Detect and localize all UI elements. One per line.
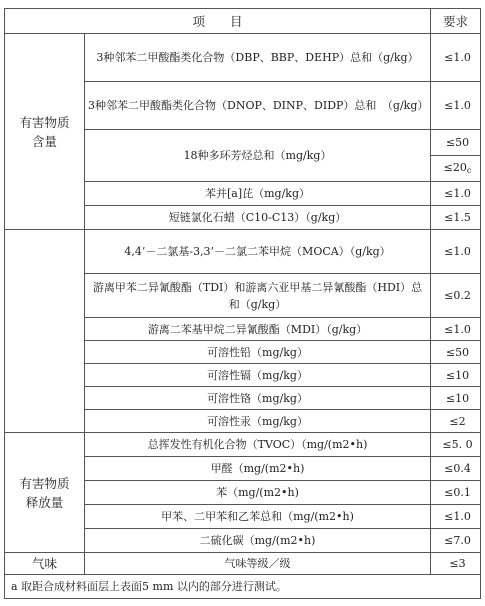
requirement-cell: ≤3 — [431, 553, 481, 575]
requirement-cell: ≤10 — [431, 387, 481, 410]
item-cell: 甲苯、二甲苯和乙苯总和（mg/(m2•h) — [85, 505, 431, 529]
header-row — [5, 9, 481, 34]
item-cell: 可溶性铬（mg/kg） — [85, 387, 431, 410]
requirement-cell: ≤7.0 — [431, 529, 481, 553]
requirement-cell: ≤0.2 — [431, 274, 481, 318]
item-cell: 苯（mg/(m2•h) — [85, 481, 431, 505]
requirement-cell — [431, 156, 481, 182]
group-odor: 气味 — [5, 553, 85, 575]
requirement-cell: ≤1.0 — [431, 182, 481, 206]
requirement-cell: ≤1.0 — [431, 34, 481, 82]
requirement-cell: ≤2 — [431, 410, 481, 433]
item-cell: 总挥发性有机化合物（TVOC）（mg/(m2•h) — [85, 433, 431, 457]
requirement-cell: ≤50 — [431, 130, 481, 156]
item-cell: 短链氯化石蜡（C10-C13）（g/kg） — [85, 206, 431, 230]
requirement-cell: ≤50 — [431, 341, 481, 364]
item-cell: 18种多环芳烃总和（mg/kg） — [85, 130, 431, 182]
table-row — [5, 433, 481, 457]
footnote: a 取距合成材料面层上表面5 mm 以内的部分进行测试。 — [5, 575, 481, 599]
table-row — [5, 553, 481, 575]
footnote-row — [5, 575, 481, 599]
group-blank — [5, 230, 85, 433]
item-cell: 游离甲苯二异氰酸酯（TDI）和游离六亚甲基二异氰酸酯（HDI）总和（g/kg） — [85, 274, 431, 318]
item-cell: 二硫化碳（mg/(m2•h) — [85, 529, 431, 553]
item-cell: 3种邻苯二甲酸酯类化合物（DBP、BBP、DEHP）总和（g/kg） — [85, 34, 431, 82]
item-cell: 可溶性镉（mg/kg） — [85, 364, 431, 387]
item-cell: 甲醛（mg/(m2•h) — [85, 457, 431, 481]
table-row — [5, 230, 481, 274]
requirement-cell: ≤5. 0 — [431, 433, 481, 457]
item-cell: 3种邻苯二甲酸酯类化合物（DNOP、DINP、DIDP）总和 （g/kg） — [85, 82, 431, 130]
requirement-cell: ≤10 — [431, 364, 481, 387]
item-cell: 4,4’－二氯基-3,3’－二氯二苯甲烷（MOCA）（g/kg） — [85, 230, 431, 274]
item-cell: 苯并[a]芘（mg/kg） — [85, 182, 431, 206]
requirement-value: ≤20 — [443, 160, 467, 174]
requirement-cell: ≤1.5 — [431, 206, 481, 230]
requirement-cell: ≤1.0 — [431, 230, 481, 274]
requirement-cell: ≤1.0 — [431, 318, 481, 341]
header-item: 项 目 — [5, 9, 431, 34]
item-cell: 可溶性汞（mg/kg） — [85, 410, 431, 433]
requirement-cell: ≤0.1 — [431, 481, 481, 505]
group-release: 有害物质 释放量 — [5, 433, 85, 553]
footnote-marker: c — [466, 165, 472, 175]
item-cell: 游离二苯基甲烷二异氰酸酯（MDI）（g/kg） — [85, 318, 431, 341]
item-cell: 气味等级／级 — [85, 553, 431, 575]
group-content: 有害物质 含量 — [5, 34, 85, 230]
requirement-cell: ≤1.0 — [431, 82, 481, 130]
requirement-cell: ≤1.0 — [431, 505, 481, 529]
requirements-table — [4, 8, 481, 599]
header-requirement: 要求 — [431, 9, 481, 34]
item-cell: 可溶性铅（mg/kg） — [85, 341, 431, 364]
requirement-cell: ≤0.4 — [431, 457, 481, 481]
table-row — [5, 34, 481, 82]
